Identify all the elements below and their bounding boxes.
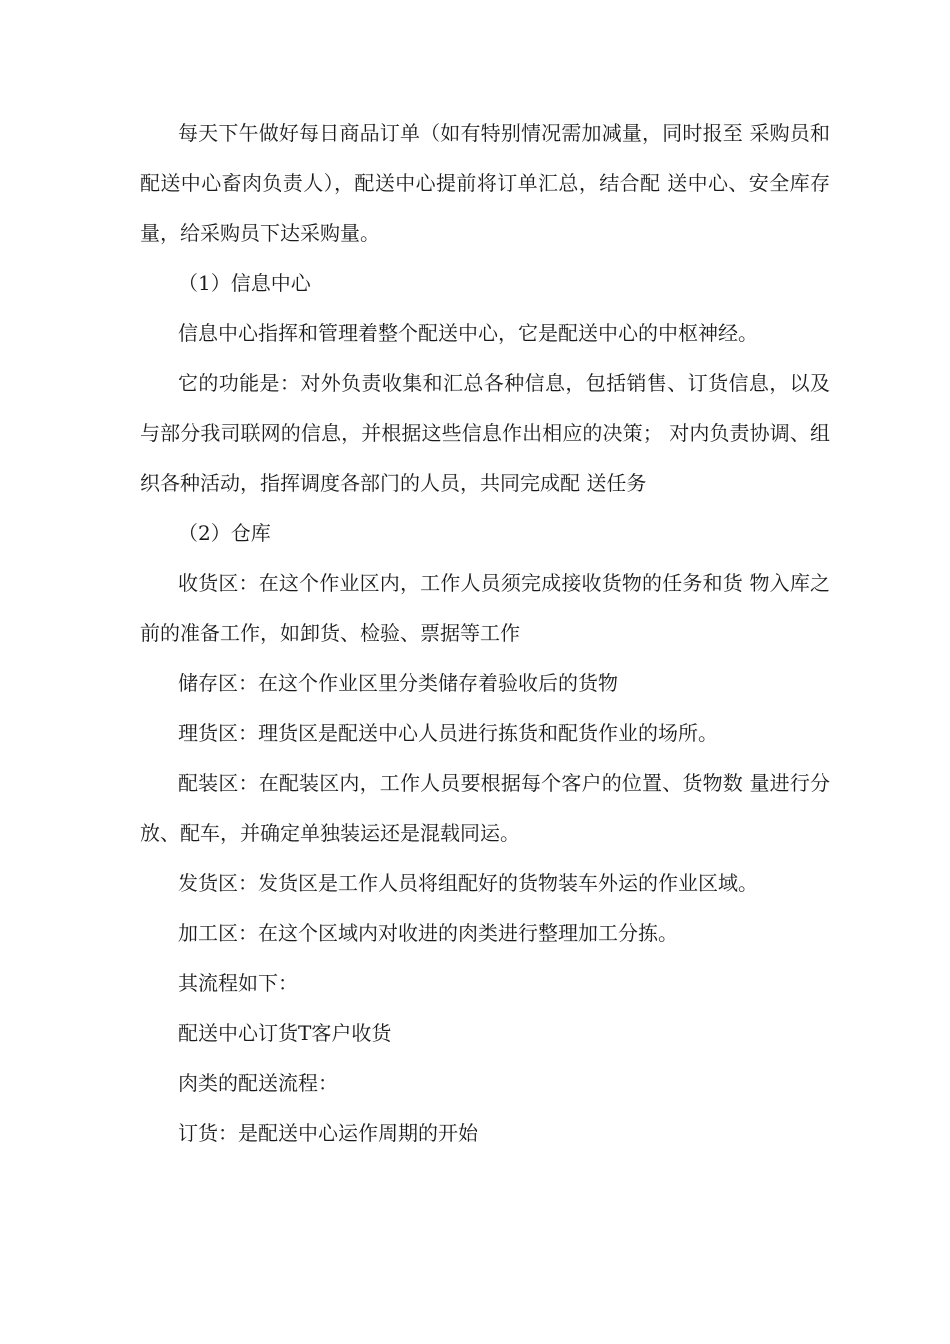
paragraph-info-center-function: 它的功能是：对外负责收集和汇总各种信息，包括销售、订货信息，以及与部分我司联网的信息，并根据这些信息作出相应的决策； 对内负责协调、组织各种活动，指挥调度各部门的人员，共同完成配 送任务 <box>140 371 830 495</box>
document-body <box>140 108 830 1158</box>
paragraph-process-flow: 配送中心订货T客户收货 <box>178 1021 392 1045</box>
heading-warehouse: （2）仓库 <box>178 521 271 545</box>
paragraph-sorting-area: 理货区：理货区是配送中心人员进行拣货和配货作业的场所。 <box>178 721 718 745</box>
heading-info-center: （1）信息中心 <box>178 271 311 295</box>
paragraph-ordering: 订货：是配送中心运作周期的开始 <box>178 1121 478 1145</box>
paragraph-daily-order: 每天下午做好每日商品订单（如有特别情况需加减量，同时报至 采购员和配送中心畜肉负责人），配送中心提前将订单汇总，结合配 送中心、安全库存量，给采购员下达采购量。 <box>140 121 830 245</box>
paragraph-shipping-area: 发货区：发货区是工作人员将组配好的货物装车外运的作业区域。 <box>178 871 758 895</box>
paragraph-loading-area: 配装区：在配装区内，工作人员要根据每个客户的位置、货物数 量进行分放、配车，并确定单独装运还是混载同运。 <box>140 771 830 845</box>
paragraph-receiving-area: 收货区：在这个作业区内，工作人员须完成接收货物的任务和货 物入库之前的准备工作，如卸货、检验、票据等工作 <box>140 571 830 645</box>
paragraph-processing-area: 加工区：在这个区域内对收进的肉类进行整理加工分拣。 <box>178 921 678 945</box>
paragraph-storage-area: 储存区：在这个作业区里分类储存着验收后的货物 <box>178 671 618 695</box>
paragraph-process-intro: 其流程如下： <box>178 971 298 995</box>
paragraph-meat-flow: 肉类的配送流程： <box>178 1071 338 1095</box>
paragraph-info-center-role: 信息中心指挥和管理着整个配送中心，它是配送中心的中枢神经。 <box>178 321 758 345</box>
